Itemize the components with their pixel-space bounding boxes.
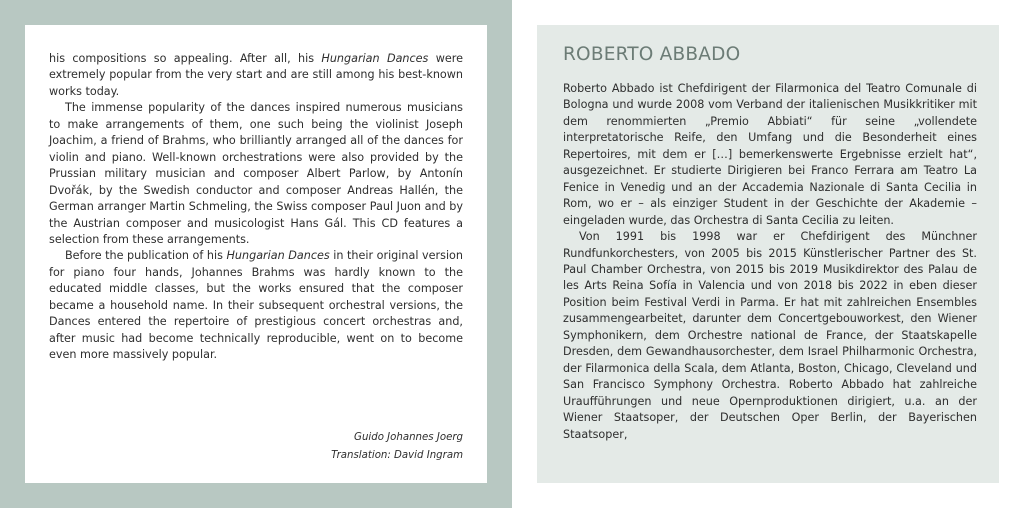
biography-title: ROBERTO ABBADO [563, 44, 741, 65]
italic-title: Hungarian Dances [226, 249, 330, 263]
text-segment: Before the publication of his [65, 249, 227, 263]
biography-body-text [563, 81, 977, 443]
left-paragraph-1 [49, 51, 463, 100]
text-segment: in their original version for piano four hands, Johannes Brahms was hardly known to the educated middle classes, but the works ensured that the composer became a household name. In their subsequent orchestral versions, the Dances entered the repertoire of prestigious concert orchestras and, after music had become technically reproducible, went on to become even more massively popular. [49, 249, 463, 362]
biography-paragraph-1: Roberto Abbado ist Chefdirigent der Filarmonica del Teatro Comunale di Bologna und wurde 2008 vom Verband der italienischen Musikkritiker mit dem renommierten „Premio Abbiati“ für seine „vollendete interpretatorische Reife, den Umfang und die Besonderheit eines Repertoires, mit dem er […] bemerkenswerte Ergebnisse erzielt hat“, ausgezeichnet. Er studierte Dirigieren bei Franco Ferrara am Teatro La Fenice in Venedig und an der Accademia Nazionale di Santa Cecilia in Rom, wo er – als einziger Student in der Geschichte der Akademie – eingeladen wurde, das Orchestra di Santa Cecilia zu leiten. [563, 82, 977, 227]
biography-paragraph-2: Von 1991 bis 1998 war er Chefdirigent des Münchner Rundfunkorchesters, von 2005 bis 2015 Künstlerischer Partner des St. Paul Chamber Orchestra, von 2015 bis 2019 Musikdirektor des Palau de les Arts Reina Sofía in Valencia und von 2018 bis 2022 in eben dieser Position beim Festival Verdi in Parma. Er hat mit zahlreichen Ensembles zusammengearbeitet, darunter dem Concertgebouworkest, den Wiener Symphonikern, dem Orchestre national de France, der Staatskapelle Dresden, dem Gewandhausorchester, dem Israel Philharmonic Orchestra, der Filarmonica della Scala, dem Atlanta, Boston, Chicago, Cleveland und San Francisco Symphony Orchestra. Roberto Abbado hat zahlreiche Uraufführungen und neue Opernproduktionen dirigiert, u.a. an der Wiener Staatsoper, der Deutschen Oper Berlin, der Bayerischen Staatsoper, [563, 230, 977, 441]
translator-credit: Translation: David Ingram [331, 450, 463, 461]
author-credit: Guido Johannes Joerg [354, 432, 463, 443]
left-body-text [49, 51, 463, 364]
credits [163, 429, 463, 465]
text-segment: his compositions so appealing. After all, his [49, 52, 322, 65]
italic-title: Hungarian Dances [321, 52, 429, 65]
text-segment: were extremely popular from the very start and are still among his best-known works today. [49, 52, 463, 98]
text-segment: The immense popularity of the dances inspired numerous musicians to make arrangements of them, one such being the violinist Joseph Joachim, a friend of Brahms, who brilliantly arranged all of the dances for violin and piano. Well-known orchestrations were also provided by the Prussian military musician and composer Albert Parlow, by Antonín Dvořák, by the Swedish conductor and composer Andreas Hallén, the German arranger Martin Schmeling, the Swiss composer Paul Juon and by the Austrian composer and musicologist Hans Gál. This CD features a selection from these arrangements. [49, 101, 463, 246]
biography-panel [537, 25, 999, 483]
right-page [512, 0, 1024, 508]
left-paragraph-3 [49, 248, 463, 363]
left-text-panel [25, 25, 487, 483]
left-paragraph-2 [49, 100, 463, 248]
